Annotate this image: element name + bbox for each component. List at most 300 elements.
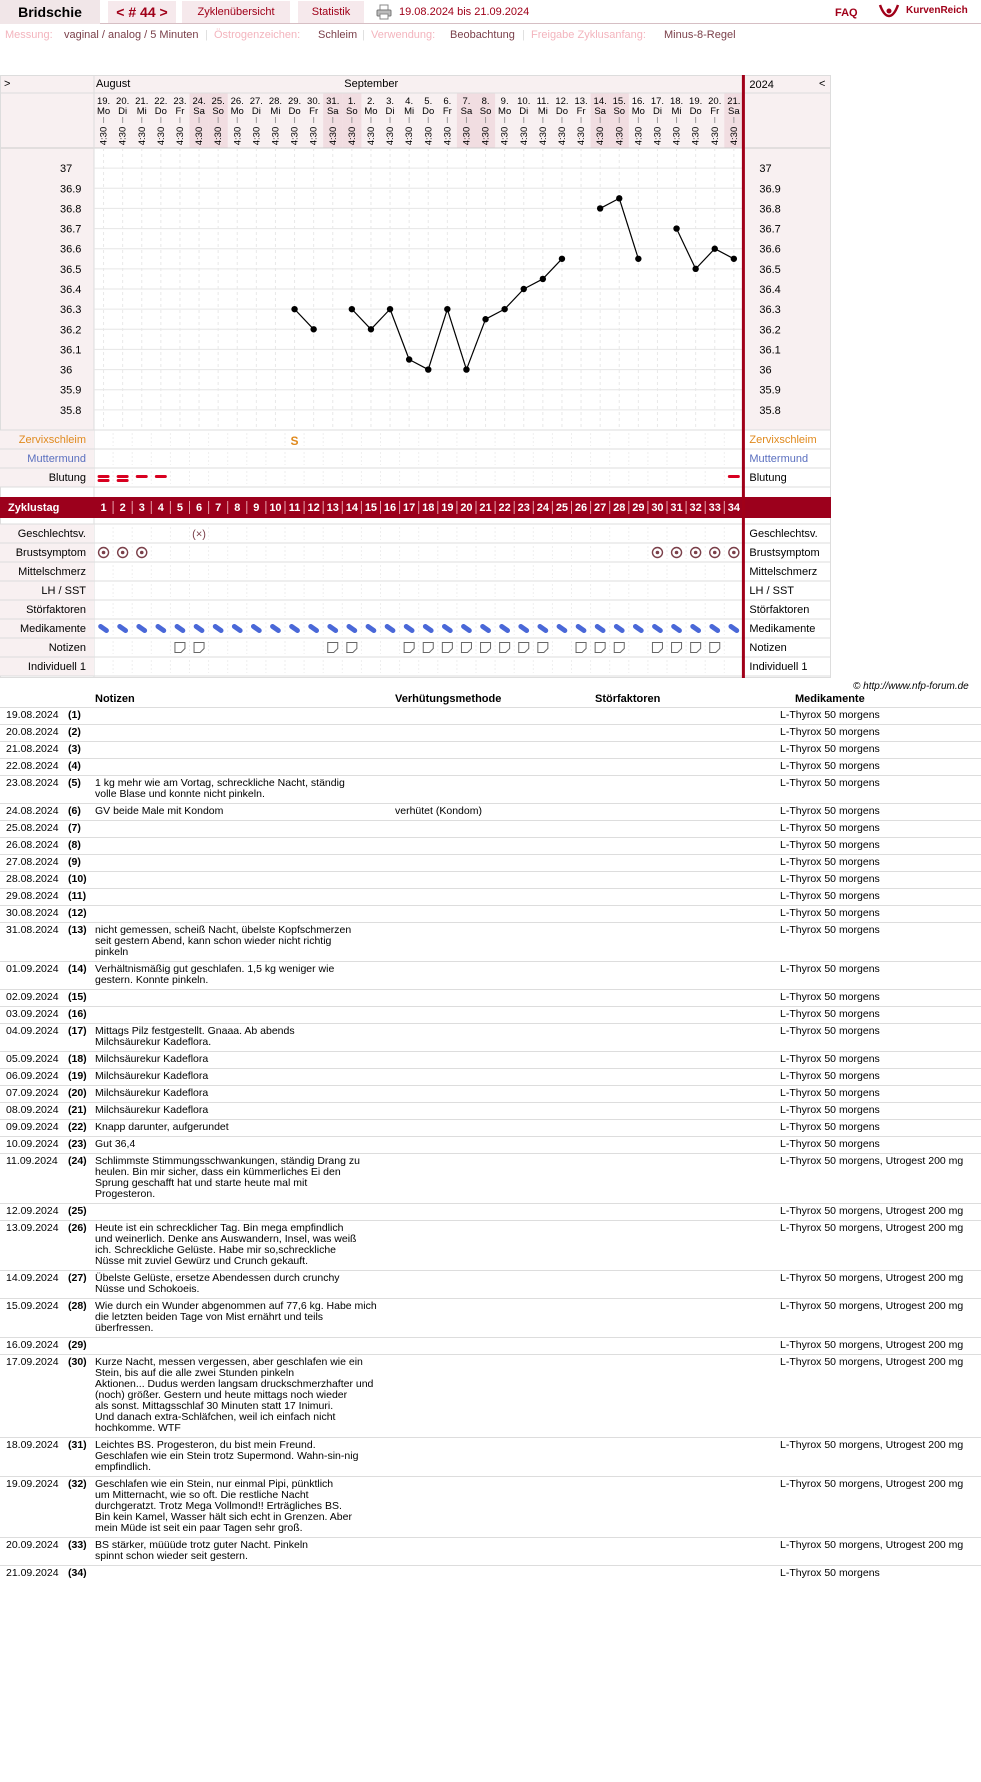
app-title: Bridschie: [0, 0, 100, 24]
temperature-point: [482, 316, 488, 322]
day-number: 26.: [230, 96, 244, 107]
notes-row: [0, 837, 981, 854]
note-cycle-day: (10): [68, 873, 87, 885]
temp-tick-right: 36.6: [759, 243, 781, 256]
day-number: 8.: [481, 96, 490, 107]
temperature-point: [597, 205, 603, 211]
note-method: verhütet (Kondom): [395, 805, 482, 817]
measure-value: vaginal / analog / 5 Minuten: [64, 29, 199, 41]
notes-row: [0, 1023, 981, 1051]
row-label-left: Mittelschmerz: [18, 566, 86, 578]
time-label: 4:30: [461, 126, 473, 146]
note-date: 19.08.2024: [6, 709, 59, 721]
weekday-label: Mo: [96, 106, 111, 117]
note-cycle-day: (2): [68, 726, 81, 738]
time-label: 4:30: [442, 126, 454, 146]
note-cycle-day: (16): [68, 1008, 87, 1020]
bleeding-marker: [98, 475, 110, 478]
breast-symptom-marker-dot: [656, 551, 660, 555]
note-medication: L-Thyrox 50 morgens: [780, 1138, 880, 1150]
time-label: 4:30: [537, 126, 549, 146]
temp-tick-left: 36.8: [60, 203, 82, 216]
weekday-label: Di: [251, 106, 261, 117]
temperature-point: [387, 306, 393, 312]
temp-tick-right: 36.2: [759, 324, 781, 337]
logo-text[interactable]: KurvenReich: [906, 5, 968, 16]
row-label-left: Störfaktoren: [26, 604, 86, 616]
notes-row: [0, 1006, 981, 1023]
nav-prev-button[interactable]: >: [4, 78, 11, 90]
time-label: 4:30: [327, 126, 339, 146]
estrogen-value: Schleim: [318, 29, 358, 41]
weekday-label: So: [613, 106, 626, 117]
note-date: 20.08.2024: [6, 726, 59, 738]
note-medication: L-Thyrox 50 morgens: [780, 991, 880, 1003]
notes-row: [0, 1051, 981, 1068]
note-text: Heute ist ein schrecklicher Tag. Bin mega empfindlich und weinerlich. Denke ans Auswandern, Insel, was weiß ich. Schreckliche Gelüste. Habe mir so,schreckliche Nüsse mit zuviel Gewürz und Crunch gekauft.: [95, 1222, 357, 1267]
note-cycle-day: (25): [68, 1205, 87, 1217]
note-text: Knapp darunter, aufgerundet: [95, 1121, 229, 1133]
notes-row: [0, 724, 981, 741]
bleeding-marker: [136, 475, 148, 478]
time-label: 4:30: [194, 126, 206, 146]
note-date: 21.08.2024: [6, 743, 59, 755]
cycle-day-label: Zyklustag: [8, 502, 60, 514]
notes-row: [0, 1119, 981, 1136]
day-number: 3.: [386, 96, 395, 107]
cycle-day-number: 5: [176, 502, 184, 514]
temperature-point: [731, 256, 737, 262]
time-label: 4:30: [518, 126, 530, 146]
note-cycle-day: (7): [68, 822, 81, 834]
time-label: 4:30: [251, 126, 263, 146]
temp-tick-left: 35.9: [60, 384, 82, 397]
note-medication: L-Thyrox 50 morgens, Utrogest 200 mg: [780, 1205, 964, 1217]
temperature-point: [540, 276, 546, 282]
note-cycle-day: (14): [68, 963, 87, 975]
cycle-day-number: 33: [708, 502, 721, 514]
time-label: 4:30: [595, 126, 607, 146]
note-date: 30.08.2024: [6, 907, 59, 919]
note-cycle-day: (12): [68, 907, 87, 919]
temperature-point: [501, 306, 507, 312]
notes-row: [0, 1153, 981, 1203]
cycle-chart: [0, 75, 831, 678]
cycle-day-number: 20: [460, 502, 473, 514]
time-label: 4:30: [652, 126, 664, 146]
notes-row: [0, 1102, 981, 1119]
temperature-point: [291, 306, 297, 312]
note-text: BS stärker, müüüde trotz guter Nacht. Pinkeln spinnt schon wieder seit gestern.: [95, 1539, 309, 1562]
weekday-label: Di: [118, 106, 128, 117]
weekday-label: Fr: [576, 106, 586, 117]
note-text: Leichtes BS. Progesteron, du bist mein Freund. Geschlafen wie ein Stein trotz Supermond. Wahn-sin-nig empfindlich.: [95, 1439, 359, 1473]
weekday-label: Sa: [326, 106, 339, 117]
note-cycle-day: (8): [68, 839, 81, 851]
note-date: 15.09.2024: [6, 1300, 59, 1312]
notes-row: [0, 758, 981, 775]
temp-tick-right: 35.8: [759, 404, 781, 417]
row-label-right: Blutung: [749, 472, 787, 484]
note-medication: L-Thyrox 50 morgens: [780, 805, 880, 817]
notes-row: [0, 989, 981, 1006]
weekday-label: Do: [555, 106, 569, 117]
note-date: 05.09.2024: [6, 1053, 59, 1065]
day-number: 7.: [462, 96, 471, 107]
cycle-day-number: 28: [613, 502, 626, 514]
note-date: 28.08.2024: [6, 873, 59, 885]
note-cycle-day: (15): [68, 991, 87, 1003]
time-label: 4:30: [117, 126, 129, 146]
day-number: 31.: [326, 96, 340, 107]
top-navigation-bar: [0, 0, 981, 24]
cycle-settings-bar: [0, 29, 981, 45]
time-label: 4:30: [671, 126, 683, 146]
weekday-label: Mi: [136, 106, 147, 117]
note-text: Übelste Gelüste, ersetze Abendessen durch crunchy Nüsse und Schokoeis.: [95, 1272, 340, 1295]
weekday-label: Fr: [175, 106, 185, 117]
note-text: Milchsäurekur Kadeflora: [95, 1070, 209, 1082]
note-text: Milchsäurekur Kadeflora: [95, 1104, 209, 1116]
time-label: 4:30: [98, 126, 110, 146]
note-medication: L-Thyrox 50 morgens: [780, 822, 880, 834]
notes-row: [0, 803, 981, 820]
time-label: 4:30: [423, 126, 435, 146]
note-cycle-day: (20): [68, 1087, 87, 1099]
notes-row: [0, 1270, 981, 1298]
weekday-label: Mo: [230, 106, 244, 117]
note-date: 10.09.2024: [6, 1138, 59, 1150]
release-label: Freigabe Zyklusanfang:: [531, 29, 646, 41]
temperature-point: [310, 326, 316, 332]
temperature-point: [559, 256, 565, 262]
notes-row: [0, 820, 981, 837]
day-number: 29.: [287, 96, 302, 107]
notes-row: [0, 905, 981, 922]
day-number: 16.: [631, 96, 645, 107]
note-date: 22.08.2024: [6, 760, 59, 772]
mucus-marker: S: [290, 434, 299, 448]
cycle-navigation[interactable]: < # 44 >: [108, 1, 176, 23]
note-medication: L-Thyrox 50 morgens: [780, 1567, 880, 1579]
day-number: 30.: [307, 96, 321, 107]
note-date: 23.08.2024: [6, 777, 59, 789]
notes-row: [0, 1565, 981, 1582]
notes-row: [0, 1136, 981, 1153]
weekday-label: So: [346, 106, 358, 117]
row-label-right: Individuell 1: [749, 661, 808, 673]
bleeding-marker: [117, 475, 129, 478]
temperature-point: [349, 306, 355, 312]
notes-row: [0, 1354, 981, 1437]
temp-tick-left: 36.6: [60, 243, 82, 256]
bleeding-marker: [155, 475, 167, 478]
day-number: 22.: [154, 96, 168, 107]
note-medication: L-Thyrox 50 morgens, Utrogest 200 mg: [780, 1272, 964, 1284]
day-number: 12.: [555, 96, 569, 107]
cycle-day-number: 11: [288, 502, 301, 514]
temp-tick-right: 36.7: [759, 223, 781, 236]
note-date: 01.09.2024: [6, 963, 59, 975]
note-date: 29.08.2024: [6, 890, 59, 902]
temp-tick-right: 36.3: [759, 304, 781, 317]
breast-symptom-marker-dot: [713, 551, 717, 555]
note-text: Mittags Pilz festgestellt. Gnaaa. Ab abends Milchsäurekur Kadeflora.: [95, 1025, 295, 1048]
time-label: 4:30: [556, 126, 568, 146]
temp-tick-right: 36: [759, 364, 772, 377]
note-text: Kurze Nacht, messen vergessen, aber geschlafen wie ein Stein, bis auf die alle zwei Stunden pinkeln Aktionen... Dudus werden langsam druckschmerzhafter und (noch) größer. Gestern und heute mittags noch wieder als sonst. Mittagsschlaf 30 Minuten statt 17 Inimuri. Und danach extra-Schläfchen, weil ich einfach nicht hochkomme. WTF: [95, 1356, 374, 1434]
day-number: 10.: [517, 96, 531, 107]
temperature-point: [406, 356, 412, 362]
temp-tick-right: 36.9: [759, 183, 781, 196]
note-medication: L-Thyrox 50 morgens: [780, 1008, 880, 1020]
day-number: 19.: [689, 96, 703, 107]
note-date: 09.09.2024: [6, 1121, 59, 1133]
cycle-day-number: 6: [195, 502, 203, 514]
note-cycle-day: (11): [68, 890, 87, 902]
note-cycle-day: (19): [68, 1070, 87, 1082]
cycle-day-number: 24: [536, 502, 549, 514]
note-date: 26.08.2024: [6, 839, 59, 851]
weekday-label: Mo: [364, 106, 378, 117]
bleeding-marker: [117, 479, 129, 482]
time-label: 4:30: [633, 126, 645, 146]
day-number: 21.: [727, 96, 741, 107]
day-number: 24.: [192, 96, 206, 107]
cycle-day-number: 8: [234, 502, 241, 514]
note-text: Schlimmste Stimmungsschwankungen, ständig Drang zu heulen. Bin mir sicher, dass ein kümmerliches Ei den Sprung geschafft hat und starte heute mal mit Progesteron.: [95, 1155, 360, 1200]
weekday-label: Mi: [537, 106, 548, 117]
note-cycle-day: (29): [68, 1339, 87, 1351]
time-label: 4:30: [213, 126, 225, 146]
time-label: 4:30: [270, 126, 282, 146]
note-medication: L-Thyrox 50 morgens, Utrogest 200 mg: [780, 1356, 964, 1368]
note-cycle-day: (21): [68, 1104, 87, 1116]
note-date: 16.09.2024: [6, 1339, 59, 1351]
temperature-point: [712, 246, 718, 252]
note-cycle-day: (18): [68, 1053, 87, 1065]
note-medication: L-Thyrox 50 morgens, Utrogest 200 mg: [780, 1155, 964, 1167]
cycle-day-number: 25: [555, 502, 569, 514]
note-date: 08.09.2024: [6, 1104, 59, 1116]
cycle-day-number: 22: [498, 502, 511, 514]
temperature-point: [616, 195, 622, 201]
note-cycle-day: (3): [68, 743, 81, 755]
disturb-header: Störfaktoren: [595, 693, 661, 705]
temperature-point: [368, 326, 374, 332]
temperature-point: [425, 366, 431, 372]
temp-tick-left: 36: [60, 364, 73, 377]
notes-row: [0, 922, 981, 961]
cycle-day-number: 14: [345, 502, 358, 514]
notes-row: [0, 1220, 981, 1270]
notes-row: [0, 775, 981, 803]
note-date: 24.08.2024: [6, 805, 59, 817]
note-medication: L-Thyrox 50 morgens: [780, 709, 880, 721]
logo-icon[interactable]: [878, 2, 900, 20]
breast-symptom-marker-dot: [140, 551, 144, 555]
separator: |: [362, 29, 365, 41]
notes-row: [0, 854, 981, 871]
row-label-right: Notizen: [749, 642, 787, 654]
month-label: September: [344, 78, 399, 90]
measure-label: Messung:: [5, 29, 53, 41]
cycle-day-number: 31: [670, 502, 683, 514]
note-medication: L-Thyrox 50 morgens: [780, 743, 880, 755]
note-date: 06.09.2024: [6, 1070, 59, 1082]
note-text: Milchsäurekur Kadeflora: [95, 1087, 209, 1099]
time-label: 4:30: [690, 126, 702, 146]
day-number: 28.: [268, 96, 283, 107]
intercourse-marker: (×): [192, 528, 206, 541]
weekday-label: Sa: [193, 106, 205, 117]
notes-header: Notizen: [95, 693, 135, 705]
note-cycle-day: (13): [68, 924, 87, 936]
time-label: 4:30: [308, 126, 320, 146]
note-date: 21.09.2024: [6, 1567, 59, 1579]
note-cycle-day: (30): [68, 1356, 87, 1368]
note-medication: L-Thyrox 50 morgens, Utrogest 200 mg: [780, 1539, 964, 1551]
date-range: 19.08.2024 bis 21.09.2024: [399, 6, 530, 18]
note-medication: L-Thyrox 50 morgens: [780, 924, 880, 936]
day-number: 20.: [708, 96, 722, 107]
cycle-day-number: 1: [100, 502, 107, 514]
note-medication: L-Thyrox 50 morgens: [780, 839, 880, 851]
notes-row: [0, 1068, 981, 1085]
month-label: August: [96, 78, 131, 90]
temp-tick-right: 35.9: [759, 384, 781, 397]
cycle-day-number: 18: [422, 502, 435, 514]
note-date: 03.09.2024: [6, 1008, 59, 1020]
note-medication: L-Thyrox 50 morgens: [780, 726, 880, 738]
temp-tick-right: 36.1: [759, 344, 781, 357]
temp-tick-right: 36.5: [759, 263, 781, 276]
faq-link[interactable]: FAQ: [835, 7, 858, 19]
cycle-day-number: 32: [689, 502, 702, 514]
day-number: 17.: [650, 96, 665, 107]
notes-row: [0, 1437, 981, 1476]
note-medication: L-Thyrox 50 morgens: [780, 873, 880, 885]
note-date: 25.08.2024: [6, 822, 59, 834]
weekday-label: Di: [652, 106, 662, 117]
row-label-right: LH / SST: [749, 585, 795, 597]
cycle-day-number: 34: [727, 502, 740, 514]
cycle-day-number: 2: [119, 502, 126, 514]
note-cycle-day: (4): [68, 760, 81, 772]
temp-tick-left: 36.7: [60, 223, 82, 236]
time-label: 4:30: [174, 126, 186, 146]
row-label-right: Muttermund: [749, 453, 809, 465]
weekday-label: Mi: [404, 106, 415, 117]
time-label: 4:30: [576, 126, 588, 146]
notes-row: [0, 1476, 981, 1537]
row-label-left: Individuell 1: [27, 661, 86, 673]
time-label: 4:30: [136, 126, 148, 146]
row-label-left: Brustsymptom: [15, 547, 86, 559]
notes-row: [0, 707, 981, 724]
cycle-day-number: 27: [594, 502, 607, 514]
day-number: 1.: [347, 96, 356, 107]
note-cycle-day: (22): [68, 1121, 87, 1133]
note-date: 18.09.2024: [6, 1439, 59, 1451]
tab-cycle-overview[interactable]: Zyklenübersicht: [182, 1, 290, 23]
temp-tick-right: 36.4: [759, 284, 781, 296]
breast-symptom-marker-dot: [121, 551, 125, 555]
temperature-point: [444, 306, 450, 312]
temp-tick-right: 36.8: [759, 203, 781, 216]
year-label: 2024: [749, 79, 774, 91]
cycle-day-number: 4: [157, 502, 164, 514]
weekday-label: Mi: [270, 106, 281, 117]
cycle-day-number: 21: [479, 502, 492, 514]
note-date: 04.09.2024: [6, 1025, 59, 1037]
note-date: 14.09.2024: [6, 1272, 59, 1284]
note-medication: L-Thyrox 50 morgens: [780, 856, 880, 868]
note-date: 31.08.2024: [6, 924, 59, 936]
estrogen-label: Östrogenzeichen:: [214, 29, 301, 41]
note-medication: L-Thyrox 50 morgens: [780, 1025, 880, 1037]
row-label-left: Notizen: [48, 642, 86, 654]
note-cycle-day: (9): [68, 856, 81, 868]
day-number: 6.: [443, 96, 452, 107]
weekday-label: Sa: [594, 106, 606, 117]
cycle-day-number: 16: [383, 502, 397, 514]
note-text: Milchsäurekur Kadeflora: [95, 1053, 209, 1065]
note-text: Wie durch ein Wunder abgenommen auf 77,6 kg. Habe mich die letzten beiden Tage von Mist ernährt und teils überfressen.: [95, 1300, 377, 1334]
use-label: Verwendung:: [371, 29, 436, 41]
day-number: 15.: [612, 96, 626, 107]
time-label: 4:30: [728, 126, 740, 146]
temp-tick-right: 37: [759, 163, 772, 176]
note-cycle-day: (26): [68, 1222, 87, 1234]
day-number: 19.: [96, 96, 111, 107]
temperature-point: [692, 266, 698, 272]
cycle-chart-svg: [0, 75, 831, 678]
temp-tick-left: 36.9: [60, 183, 82, 196]
row-label-left: Geschlechtsv.: [17, 528, 86, 540]
cycle-day-number: 15: [364, 502, 378, 514]
note-medication: L-Thyrox 50 morgens: [780, 1121, 880, 1133]
copyright-notice[interactable]: © http://www.nfp-forum.de: [853, 681, 969, 692]
row-label-left: LH / SST: [41, 585, 86, 597]
time-label: 4:30: [404, 126, 416, 146]
breast-symptom-marker-dot: [102, 551, 106, 555]
note-medication: L-Thyrox 50 morgens, Utrogest 200 mg: [780, 1478, 964, 1490]
nav-next-button[interactable]: <: [819, 78, 826, 90]
day-number: 4.: [405, 96, 414, 107]
note-cycle-day: (32): [68, 1478, 87, 1490]
time-label: 4:30: [289, 126, 301, 146]
use-value: Beobachtung: [450, 29, 515, 41]
separator: |: [205, 29, 208, 41]
weekday-label: Do: [689, 106, 702, 117]
note-cycle-day: (33): [68, 1539, 87, 1551]
note-date: 27.08.2024: [6, 856, 59, 868]
note-medication: L-Thyrox 50 morgens: [780, 760, 880, 772]
notes-row: [0, 1298, 981, 1337]
row-label-left: Muttermund: [27, 453, 86, 465]
temp-tick-left: 36.3: [60, 304, 82, 317]
print-icon[interactable]: [376, 4, 392, 20]
note-cycle-day: (5): [68, 777, 81, 789]
note-cycle-day: (28): [68, 1300, 87, 1312]
day-number: 5.: [424, 96, 433, 107]
temp-tick-left: 37: [60, 163, 73, 176]
note-text: GV beide Male mit Kondom: [95, 805, 224, 817]
day-number: 25.: [211, 96, 225, 107]
tab-statistics[interactable]: Statistik: [298, 1, 364, 23]
note-medication: L-Thyrox 50 morgens, Utrogest 200 mg: [780, 1300, 964, 1312]
